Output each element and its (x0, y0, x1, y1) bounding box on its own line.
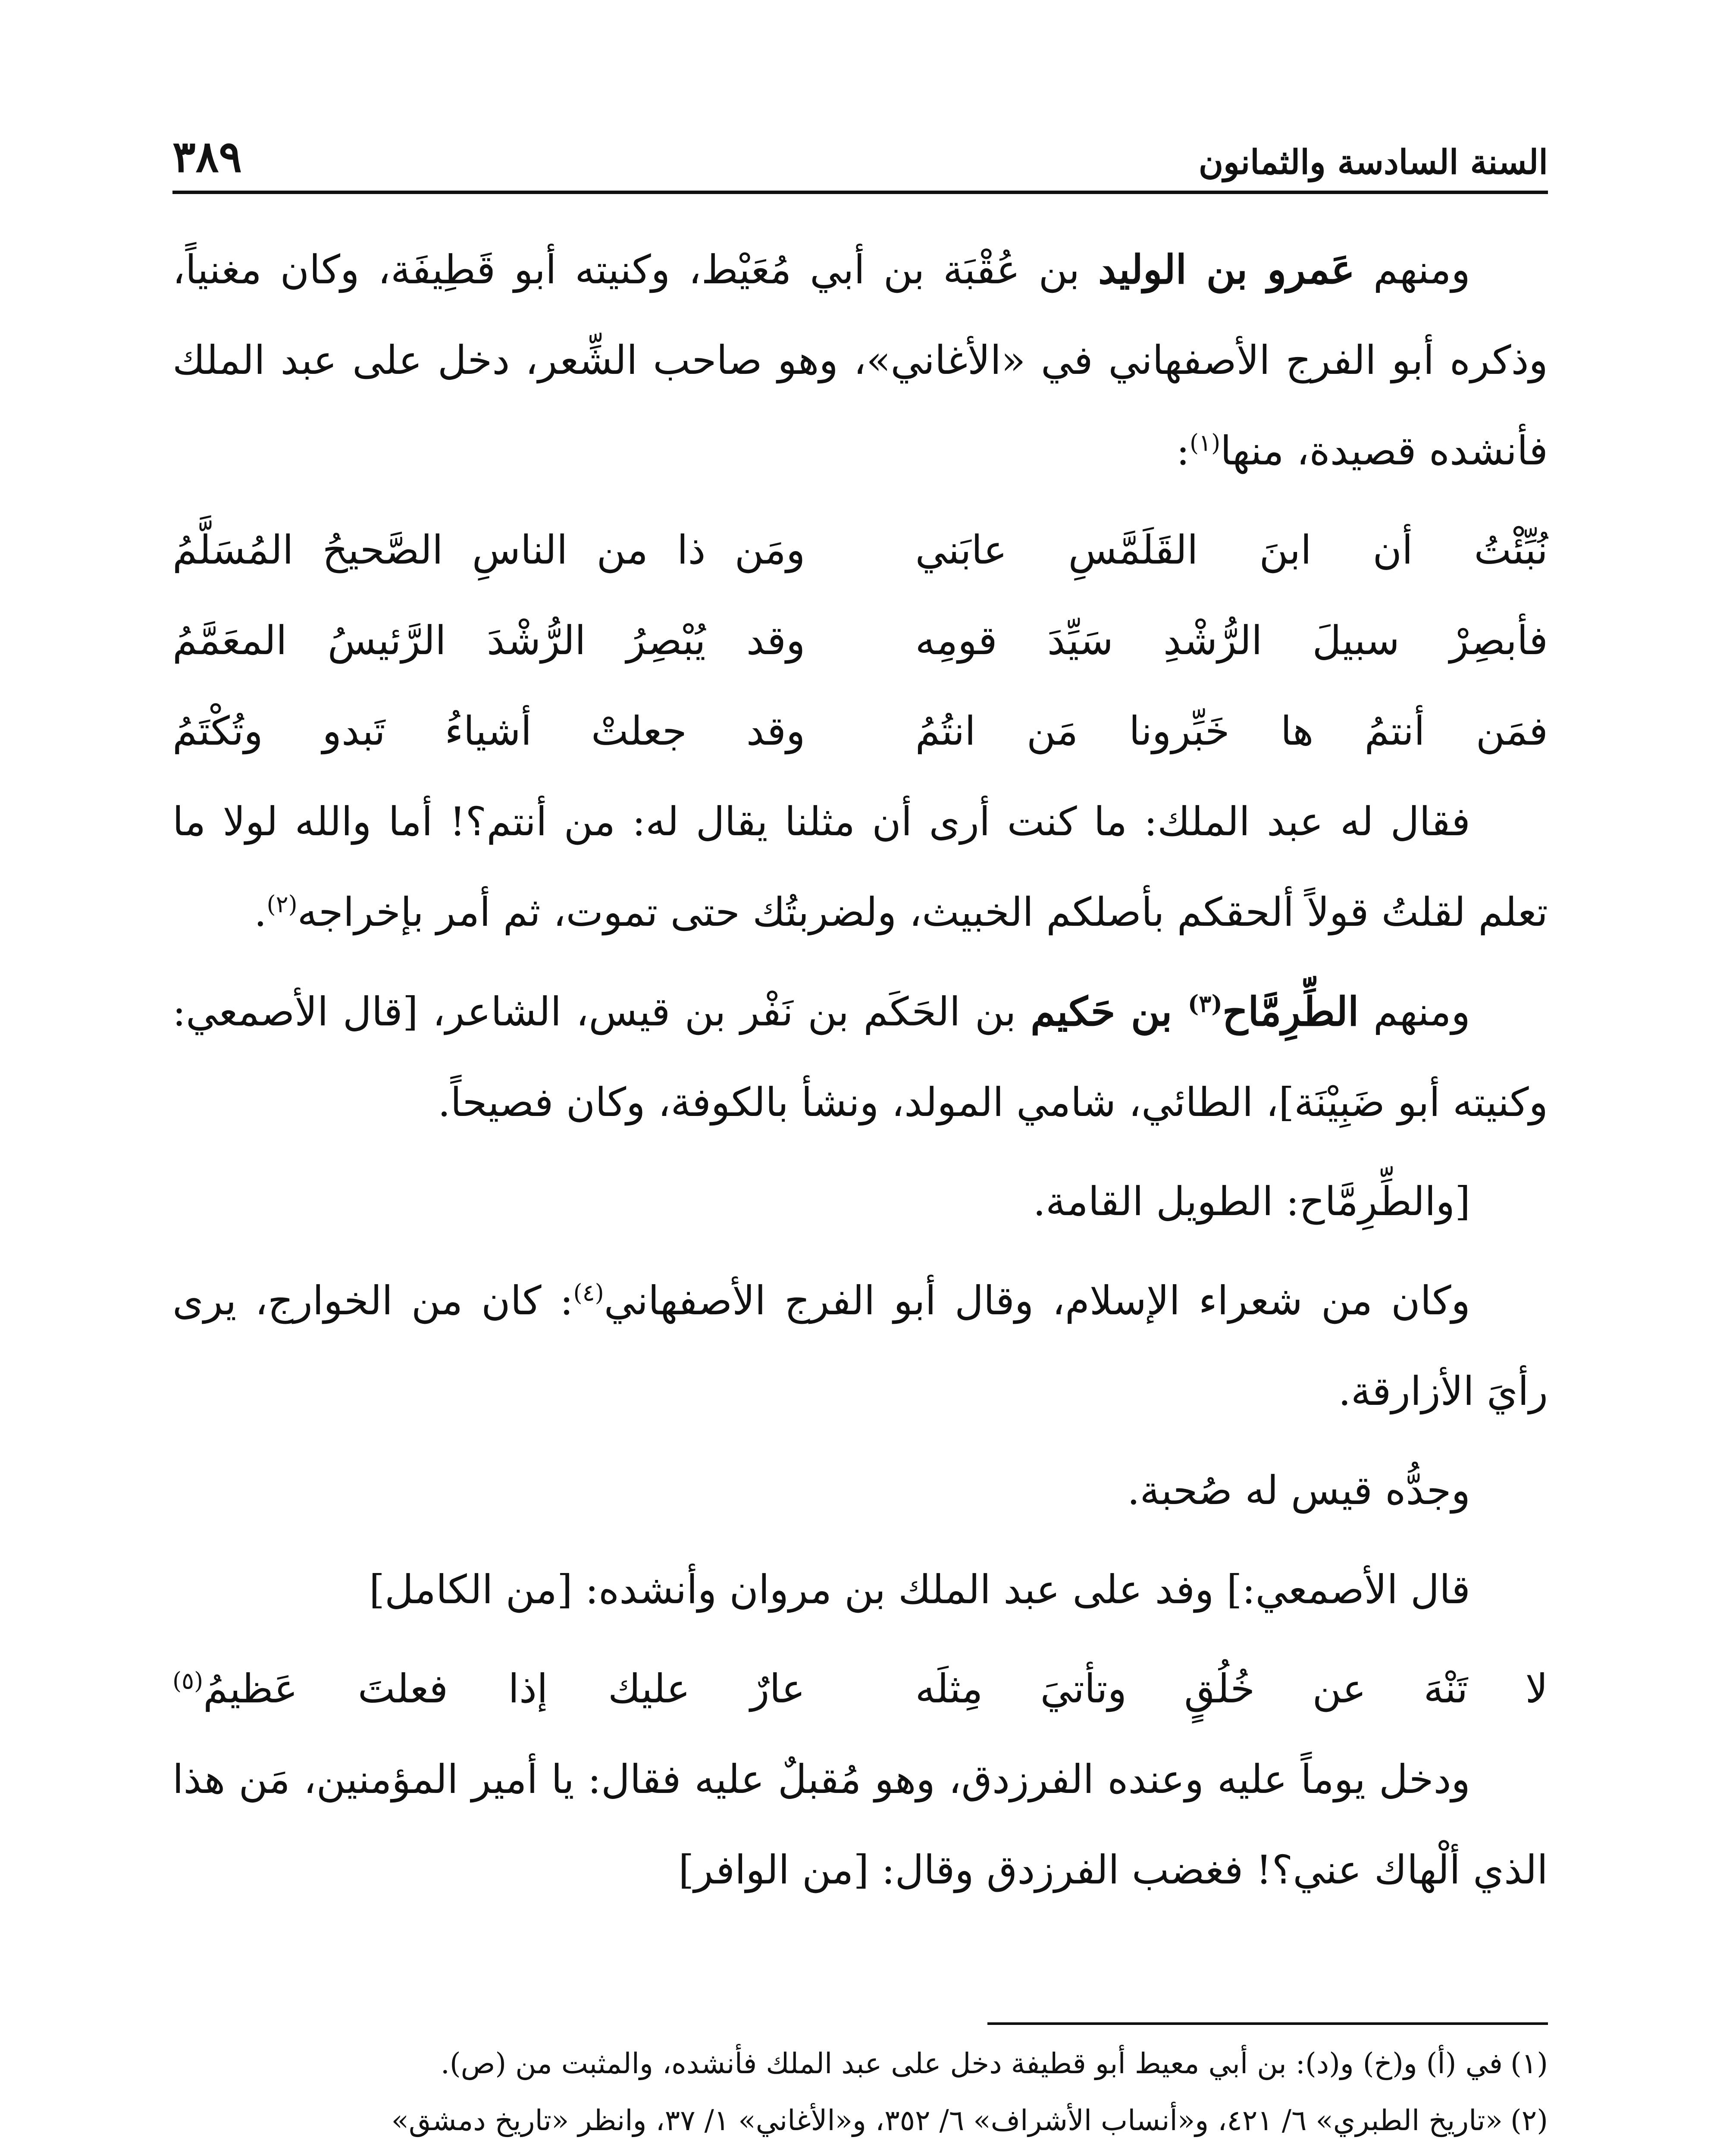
verse-first-hemistich: فأبصِرْ سبيلَ الرُّشْدِ سَيِّدَ قومِه (915, 617, 1548, 664)
person-name: الطِّرِمَّاح (1222, 988, 1359, 1035)
footnote: (٢)«تاريخ الطبري» ٦/ ٤٢١، و«أنساب الأشراف» ٦/ ٣٥٢، و«الأغاني» ١/ ٣٧، وانظر «تاريخ دمشق» (391, 2104, 1548, 2137)
page-header (172, 112, 1548, 194)
running-title: السنة السادسة والثمانون (1198, 143, 1548, 182)
paragraph-farazdaq: ودخل يوماً عليه وعنده الفرزدق، وهو مُقبلٌ عليه فقال: يا أمير المؤمنين، مَن هذا الذي ألْهاك عني؟! فغضب الفرزدق وقال: [من الوافر] (172, 1756, 1548, 1893)
verse-line (172, 595, 1548, 686)
paragraph-tirimmah: ومنهم الطِّرِمَّاح$^{(٣)}$ بن حَكيم بن الحَكَم بن نَفْر بن قيس، الشاعر، [قال الأصمعي: وكنيته أبو ضَبِيْنَة]، الطائي، شامي المولد، ونشأ بالكوفة، وكان فصيحاً. (172, 988, 1548, 1125)
footnote: (١)في (أ) و(خ) و(د): بن أبي معيط أبو قطيفة دخل على عبد الملك فأنشده، والمثبت من (ص). (440, 2047, 1548, 2080)
verse-second-hemistich: وقد يُبْصِرُ الرُّشْدَ الرَّئيسُ المعَمَّمُ (172, 617, 805, 664)
main-text (172, 224, 1548, 1924)
verse-first-hemistich: فمَن أنتمُ ها خَبِّرونا مَن انتُمُ (915, 708, 1548, 754)
verse-first-hemistich: لا تَنْهَ عن خُلُقٍ وتأتيَ مِثلَه (915, 1666, 1548, 1712)
footnote-ref: (١) (1189, 429, 1221, 457)
verse-second-hemistich: ومَن ذا من الناسِ الصَّحيحُ المُسَلَّمُ (172, 527, 805, 573)
footnote-ref: (٥) (172, 1667, 204, 1695)
footnote-ref: (٢) (266, 890, 298, 918)
verse-line (172, 686, 1548, 777)
paragraph-asmai: قال الأصمعي:] وفد على عبد الملك بن مروان وأنشده: [من الكامل] (369, 1567, 1470, 1613)
person-name: عَمرو بن الوليد (1098, 246, 1355, 293)
verse-first-hemistich: نُبِّئْتُ أن ابنَ القَلَمَّسِ عابَني (915, 527, 1548, 573)
footnote-continuation (172, 2149, 1548, 2156)
footnote-ref: (٤) (573, 1279, 604, 1307)
paragraph-definition: [والطِّرِمَّاح: الطويل القامة. (1033, 1178, 1470, 1225)
poem-block (172, 505, 1548, 777)
verse-line (172, 505, 1548, 595)
page-number: ٣٨٩ (172, 131, 242, 182)
paragraph-khawarij: وكان من شعراء الإسلام، وقال أبو الفرج الأصفهاني$^{(٤)}$: كان من الخوارج، يرى رأيَ الأزارقة. (172, 1278, 1548, 1414)
verse-second-hemistich: وقد جعلتْ أشياءُ تَبدو وتُكْتَمُ (172, 708, 805, 754)
footnotes (172, 2035, 1548, 2156)
person-name-cont: بن حَكيم (1030, 988, 1188, 1035)
paragraph-amr: ومنهم عَمرو بن الوليد بن عُقْبَة بن أبي مُعَيْط، وكنيته أبو قَطِيفَة، وكان مغنياً، وذكره أبو الفرج الأصفهاني في «الأغاني»، وهو صاحب الشِّعر، دخل على عبد الملك فأنشده قصيدة، منها$^{(١)}$: (172, 246, 1548, 474)
paragraph-abdulmalik-reply: فقال له عبد الملك: ما كنت أرى أن مثلنا يقال له: من أنتم؟! أما والله لولا ما تعلم لقلتُ قولاً ألحقكم بأصلكم الخبيث، ولضربتُك حتى تموت، ثم أمر بإخراجه$^{(٢)}$. (172, 799, 1548, 935)
footnote-ref: (٣) (1187, 990, 1222, 1018)
verse-second-hemistich: عارٌ عليك إذا فعلتَ عَظيمُ$^{(٥)}$ (172, 1666, 805, 1712)
footnote-separator (987, 2022, 1548, 2025)
paragraph-grandfather: وجدُّه قيس له صُحبة. (1127, 1467, 1470, 1514)
verse-line (172, 1644, 1548, 1734)
